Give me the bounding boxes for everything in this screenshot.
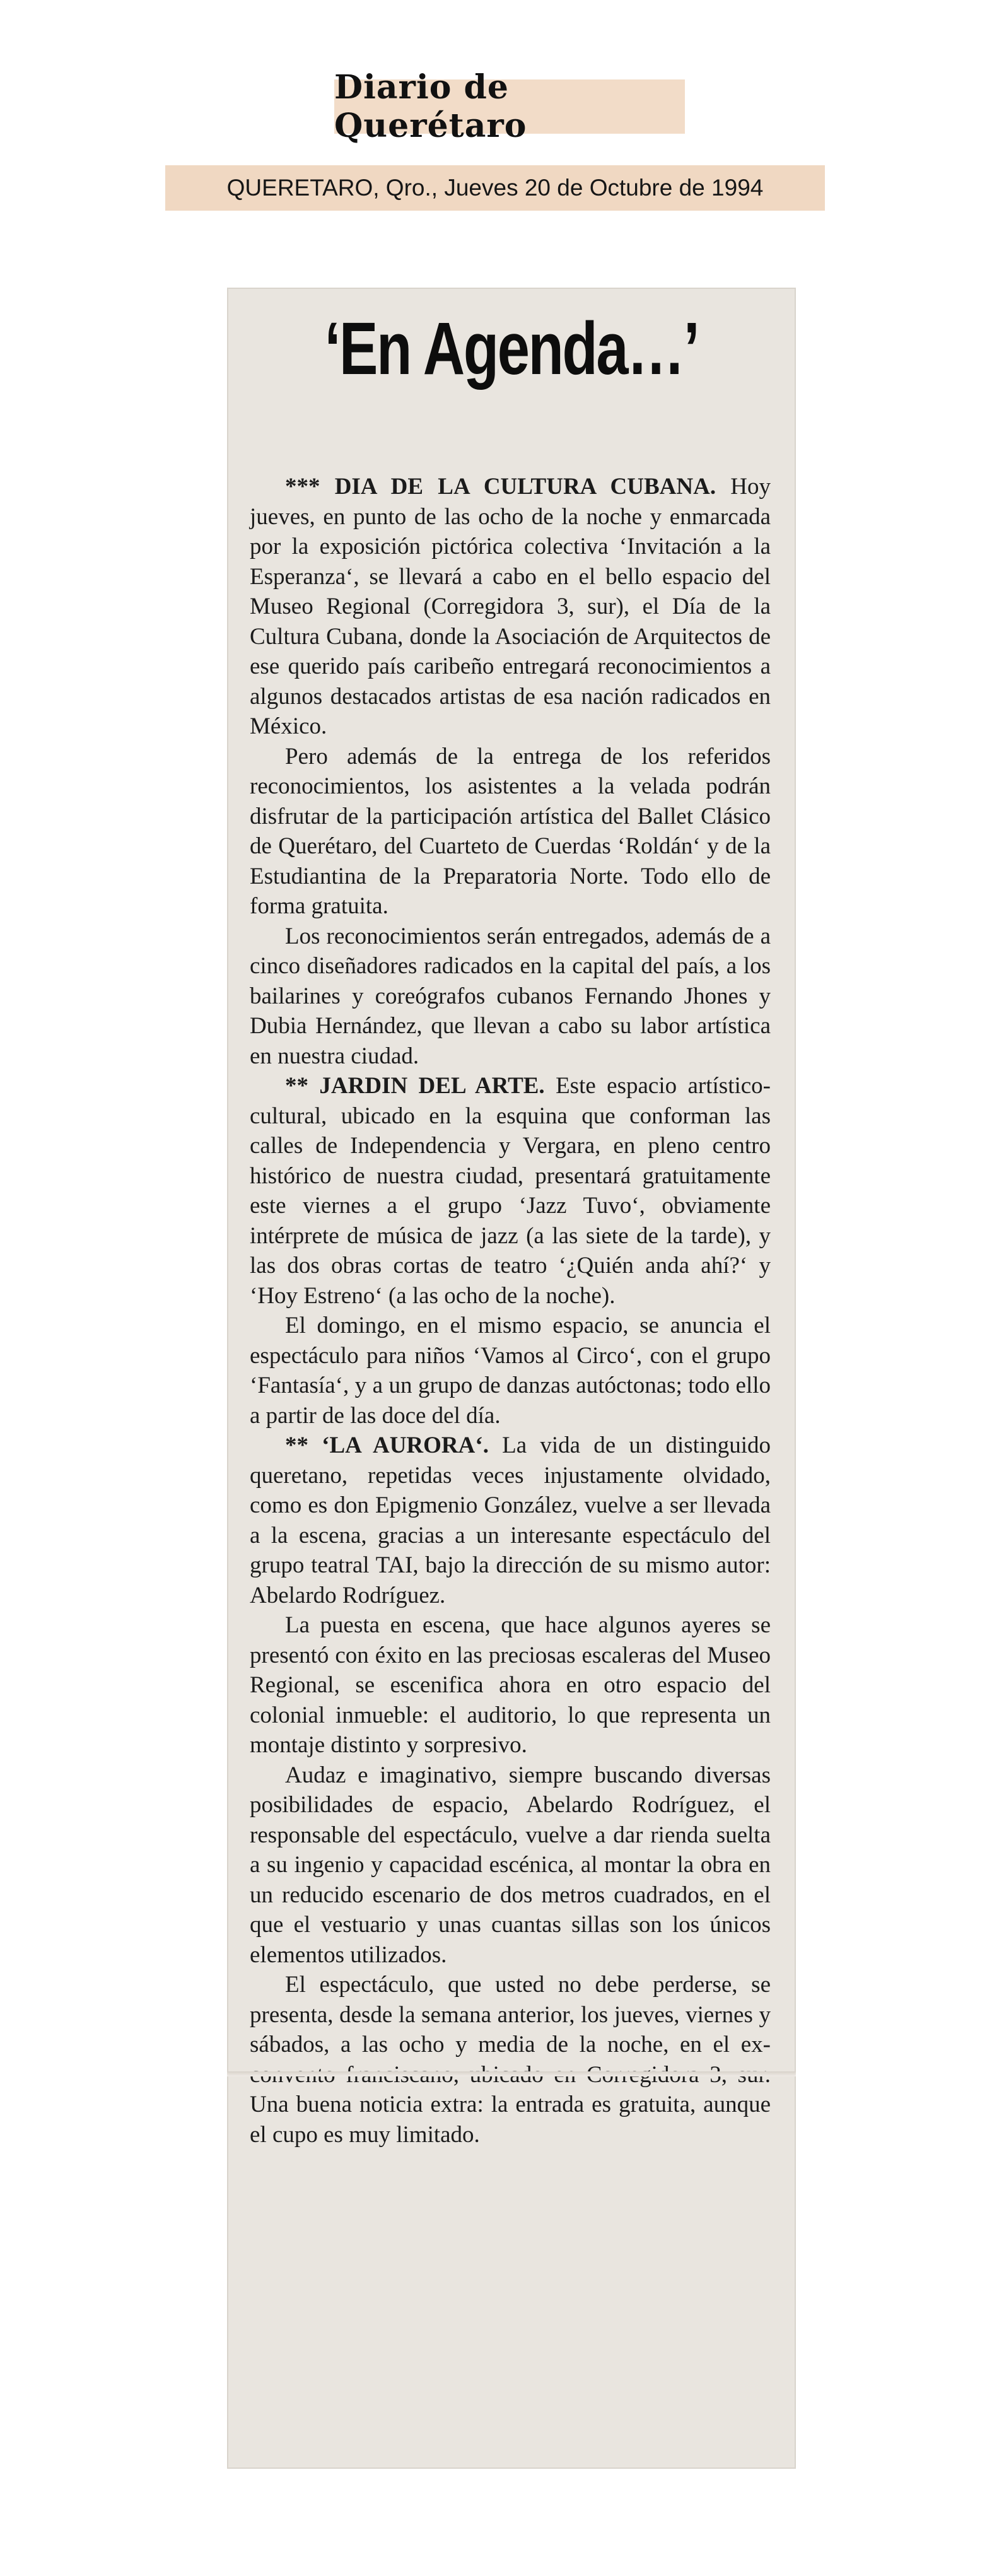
paragraph-text: Hoy jueves, en punto de las ocho de la noche y enmarcada por la exposición pictórica colectiva ‘Invitación a la Esperanza‘, se llevará a cabo en el bello espacio del Museo Regional (Corregidora 3, sur), el Día de la Cultura Cubana, donde la Asociación de Arquitectos de ese querido país caribeño entregará reconocimientos a algunos destacados artistas de esa nación radicados en México. — [250, 474, 771, 739]
article-headline: ‘En Agenda…’ — [324, 307, 699, 390]
section-title: *** DIA DE LA CULTURA CUBANA. — [285, 474, 716, 500]
paragraph-text: La vida de un distinguido queretano, repetidas veces injustamente olvidado, como es don Epigmenio González, vuelve a ser llevada a la escena, gracias a un interesante espectáculo del grupo teatral TAI, bajo la dirección de su mismo autor: Abelardo Rodríguez. — [250, 1432, 771, 1608]
section-paragraph — [250, 472, 771, 742]
paper-fold-line — [227, 2071, 796, 2076]
section-paragraph — [250, 1431, 771, 1610]
section-title: ** JARDIN DEL ARTE. — [285, 1073, 545, 1099]
article-body — [250, 472, 771, 2150]
paragraph: El espectáculo, que usted no debe perderse, se presenta, desde la semana anterior, los jueves, viernes y sábados, a las ocho y media de la noche, en el ex- Una buena noticia extra: la entrada es gratuita, aunque el cupo es muy limitado. — [250, 1972, 771, 2148]
section-paragraph — [250, 1071, 771, 1311]
dateline: QUERETARO, Qro., Jueves 20 de Octubre de 1994 — [165, 165, 825, 211]
paragraph: El domingo, en el mismo espacio, se anuncia el espectáculo para niños ‘Vamos al Circo‘, con el grupo ‘Fantasía‘, y a un grupo de danzas autóctonas; todo ello a partir de las doce del día. — [250, 1313, 771, 1429]
newspaper-clipping — [227, 288, 796, 2469]
paragraph: Pero además de la entrega de los referidos reconocimientos, los asistentes a la velada podrán disfrutar de la participación artística del Ballet Clásico de Querétaro, del Cuarteto de Cuerdas ‘Roldán‘ y de la Estudiantina de la Preparatoria Norte. Todo ello de forma gratuita. — [250, 743, 771, 919]
paragraph: Los reconocimientos serán entregados, además de a cinco diseñadores radicados en la capital del país, a los bailarines y coreógrafos cubanos Fernando Jhones y Dubia Hernández, que llevan a cabo su labor artística en nuestra ciudad. — [250, 923, 771, 1069]
paragraph-text: Este espacio artístico-cultural, ubicado en la esquina que conforman las calles de Independencia y Vergara, en pleno centro histórico de nuestra ciudad, presentará gratuitamente este viernes a el grupo ‘Jazz Tuvo‘, obviamente intérprete de música de jazz (a las siete de la tarde), y las dos obras cortas de teatro ‘¿Quién anda ahí?‘ y ‘Hoy Estreno‘ (a las ocho de la noche). — [250, 1073, 771, 1309]
section-title: ** ‘LA AURORA‘. — [285, 1432, 489, 1458]
paragraph: Audaz e imaginativo, siempre buscando diversas posibilidades de espacio, Abelardo Rodríguez, el responsable del espectáculo, vuelve a dar rienda suelta a su ingenio y capacidad escénica, al montar la obra en un reducido escenario de dos metros cuadrados, en el que el vestuario y unas cuantas sillas son los únicos elementos utilizados. — [250, 1762, 771, 1968]
newspaper-masthead: Diario de Querétaro — [334, 79, 685, 134]
paragraph: La puesta en escena, que hace algunos ayeres se presentó con éxito en las preciosas escaleras del Museo Regional, se escenifica ahora en otro espacio del colonial inmueble: el auditorio, lo que representa un montaje distinto y sorpresivo. — [250, 1612, 771, 1758]
